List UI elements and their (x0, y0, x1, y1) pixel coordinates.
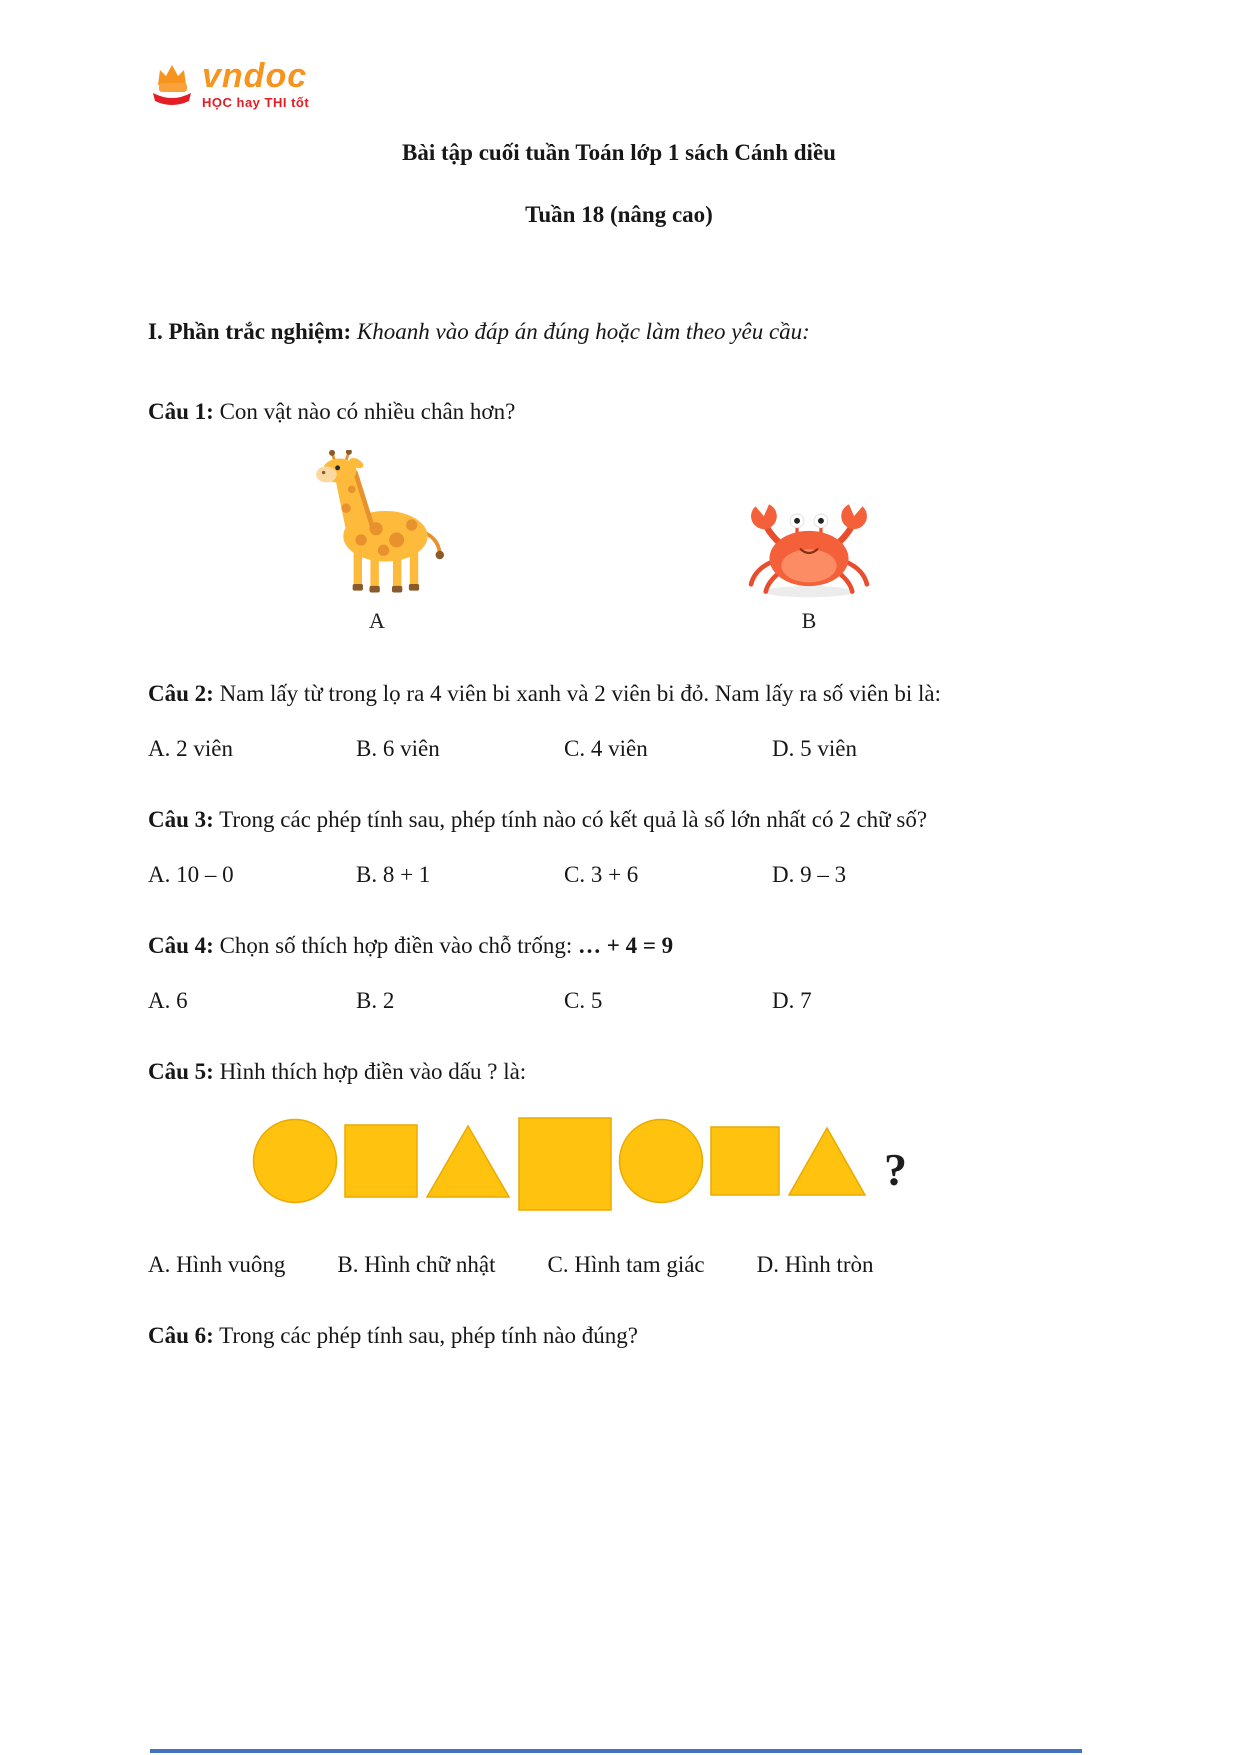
option-c: C. Hình tam giác (547, 1252, 705, 1277)
option-d: D. 9 – 3 (772, 862, 847, 887)
question-5-options (148, 1248, 1090, 1282)
option-a: A. 2 viên (148, 736, 233, 761)
question-4-options (148, 984, 1090, 1018)
section-label: I. Phần trắc nghiệm: (148, 319, 352, 344)
option-d: D. Hình tròn (756, 1252, 874, 1277)
question-5-shape-pattern (252, 1112, 1090, 1210)
section-heading (148, 306, 1090, 358)
option-b: B. 2 (356, 988, 395, 1013)
page-subtitle: Tuần 18 (nâng cao) (525, 202, 713, 227)
question-3 (148, 794, 1090, 846)
question-1 (148, 386, 1090, 438)
question-2-text: Nam lấy từ trong lọ ra 4 viên bi xanh và 2 viên bi đỏ. Nam lấy ra số viên bi là: (219, 681, 942, 706)
footer-divider (150, 1749, 1082, 1753)
giraffe-image (288, 450, 466, 600)
question-3-text: Trong các phép tính sau, phép tính nào có kết quả là số lớn nhất có 2 chữ số? (219, 807, 928, 832)
question-5-label: Câu 5: (148, 1059, 214, 1084)
question-mark: ? (884, 1143, 907, 1195)
square-shape (710, 1126, 780, 1196)
option-b: B. 6 viên (356, 736, 440, 761)
question-2 (148, 668, 1090, 720)
option-d: D. 5 viên (772, 736, 857, 761)
question-4 (148, 920, 1090, 972)
question-4-text: Chọn số thích hợp điền vào chỗ trống: (219, 933, 573, 958)
page-title: Bài tập cuối tuần Toán lớp 1 sách Cánh diều (402, 140, 836, 165)
question-1-label: Câu 1: (148, 399, 214, 424)
circle-shape (252, 1118, 338, 1204)
option-b: B. 8 + 1 (356, 862, 431, 887)
answer-a-figure (288, 450, 466, 634)
section-instruction: Khoanh vào đáp án đúng hoặc làm theo yêu cầu: (356, 319, 810, 344)
question-6-text: Trong các phép tính sau, phép tính nào đúng? (219, 1323, 638, 1348)
question-4-label: Câu 4: (148, 933, 214, 958)
option-b: B. Hình chữ nhật (337, 1252, 496, 1277)
question-2-options (148, 732, 1090, 766)
logo-text (202, 59, 309, 109)
question-1-images (148, 450, 1090, 634)
option-c: C. 4 viên (564, 736, 648, 761)
question-6-label: Câu 6: (148, 1323, 214, 1348)
logo-tagline: HỌC hay THI tốt (202, 95, 310, 110)
option-c: C. 3 + 6 (564, 862, 639, 887)
option-a: A. 10 – 0 (148, 862, 234, 887)
triangle-shape (786, 1125, 868, 1197)
question-1-text: Con vật nào có nhiều chân hơn? (219, 399, 516, 424)
question-5 (148, 1046, 1090, 1098)
triangle-shape (424, 1123, 512, 1199)
answer-b-label: B (801, 608, 817, 633)
option-a: A. 6 (148, 988, 188, 1013)
answer-b-figure (740, 450, 878, 634)
question-2-label: Câu 2: (148, 681, 214, 706)
question-4-equation: … + 4 = 9 (577, 933, 674, 958)
answer-a-label: A (369, 608, 385, 633)
question-3-options (148, 858, 1090, 892)
question-6 (148, 1310, 1090, 1362)
circle-shape (618, 1118, 704, 1204)
option-c: C. 5 (564, 988, 603, 1013)
big-square-shape (518, 1117, 612, 1211)
option-d: D. 7 (772, 988, 812, 1013)
question-3-label: Câu 3: (148, 807, 214, 832)
square-shape (344, 1124, 418, 1198)
vndoc-logo-icon (148, 61, 196, 107)
logo (148, 50, 1090, 118)
option-a: A. Hình vuông (148, 1252, 286, 1277)
logo-brand: vndoc (202, 57, 308, 95)
question-5-text: Hình thích hợp điền vào dấu ? là: (219, 1059, 527, 1084)
crab-image (740, 494, 878, 600)
